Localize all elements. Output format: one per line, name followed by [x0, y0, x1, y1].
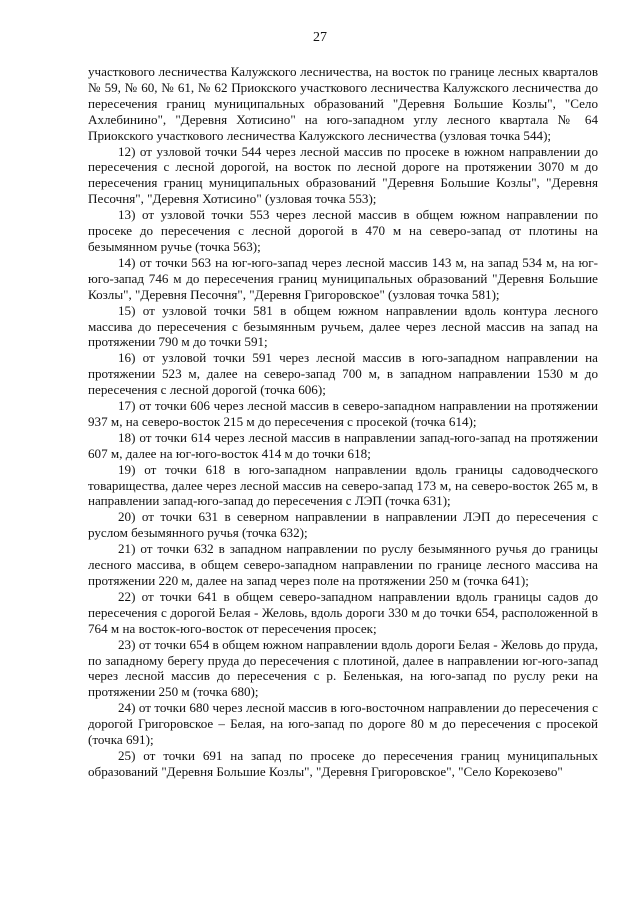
paragraph-item-20: 20) от точки 631 в северном направлении в направлении ЛЭП до пересечения с руслом безымянного ручья (точка 632); [88, 509, 598, 541]
paragraph-item-22: 22) от точки 641 в общем северо-западном направлении вдоль границы садов до пересечения с дорогой Белая - Желовь, вдоль дороги 330 м до точки 654, расположенной в 764 м на восток-юго-восток от пересечения просек; [88, 588, 598, 636]
paragraph-item-12: 12) от узловой точки 544 через лесной массив по просеке в южном направлении до пересечения с лесной дорогой, на восток по лесной дороге на протяжении 3070 м до пересечения границ муниципальных образований "Деревня Большие Козлы", "Деревня Песочня", "Деревня Хотисино" (узловая точка 553); [88, 143, 598, 207]
paragraph-item-18: 18) от точки 614 через лесной массив в направлении запад-юго-запад на протяжении 607 м, далее на юг-юго-восток 414 м до точки 618; [88, 429, 598, 461]
paragraph-item-23: 23) от точки 654 в общем южном направлении вдоль дороги Белая - Желовь до пруда, по западному берегу пруда до пересечения с плотиной, далее в направлении юг-юго-запад через лесной массив до пересечения с р. Беленькая, на юго-запад по руслу реки на протяжении 250 м (точка 680); [88, 636, 598, 700]
paragraph-item-21: 21) от точки 632 в западном направлении по руслу безымянного ручья до границы лесного массива, в общем северо-западном направлении по границе лесного массива на протяжении 220 м, далее на запад через поле на протяжении 250 м (точка 641); [88, 541, 598, 588]
paragraph-item-24: 24) от точки 680 через лесной массив в юго-восточном направлении до пересечения с дорогой Григоровское – Белая, на юго-запад по дороге 80 м до пересечения с просекой (точка 691); [88, 700, 598, 748]
paragraph-item-16: 16) от узловой точки 591 через лесной массив в юго-западном направлении на протяжении 523 м, далее на северо-запад 700 м, в западном направлении 1530 м до пересечения с лесной дорогой (точка 606); [88, 350, 598, 398]
paragraph-item-15: 15) от узловой точки 581 в общем южном направлении вдоль контура лесного массива до пересечения с безымянным ручьем, далее через лесной массив на запад на протяжении 790 м до точки 591; [88, 302, 598, 350]
paragraph-item-17: 17) от точки 606 через лесной массив в северо-западном направлении на протяжении 937 м, на северо-восток 215 м до пересечения с просекой (точка 614); [88, 398, 598, 429]
document-body [88, 64, 598, 780]
paragraph-item-19: 19) от точки 618 в юго-западном направлении вдоль границы садоводческого товарищества, далее через лесной массив на северо-запад 173 м, на северо-восток 265 м, в направлении запад-юго-запад до пересечения с ЛЭП (точка 631); [88, 461, 598, 509]
paragraph-item-13: 13) от узловой точки 553 через лесной массив в общем южном направлении по просеке до пересечения с лесной дорогой в 470 м на северо-запад от плотины на безымянном ручье (точка 563); [88, 207, 598, 254]
paragraph-item-14: 14) от точки 563 на юг-юго-запад через лесной массив 143 м, на запад 534 м, на юг-юго-запад 746 м до пересечения границ муниципальных образований "Деревня Большие Козлы", "Деревня Песочня", "Деревня Григоровское" (узловая точка 581); [88, 254, 598, 302]
paragraph-item-25: 25) от точки 691 на запад по просеке до пересечения границ муниципальных образований "Деревня Большие Козлы", "Деревня Григоровское", "Село Корекозево" [88, 747, 598, 779]
page-number: 27 [313, 30, 327, 45]
paragraph-continuation: участкового лесничества Калужского лесничества, на восток по границе лесных кварталов № 59, № 60, № 61, № 62 Приокского участкового лесничества Калужского лесничества до пересечения границ муниципальных образований "Деревня Большие Козлы", "Село Ахлебинино", "Деревня Хотисино" на юго-западном углу лесного квартала № 64 Приокского участкового лесничества Калужского лесничества (узловая точка 544); [88, 64, 598, 143]
